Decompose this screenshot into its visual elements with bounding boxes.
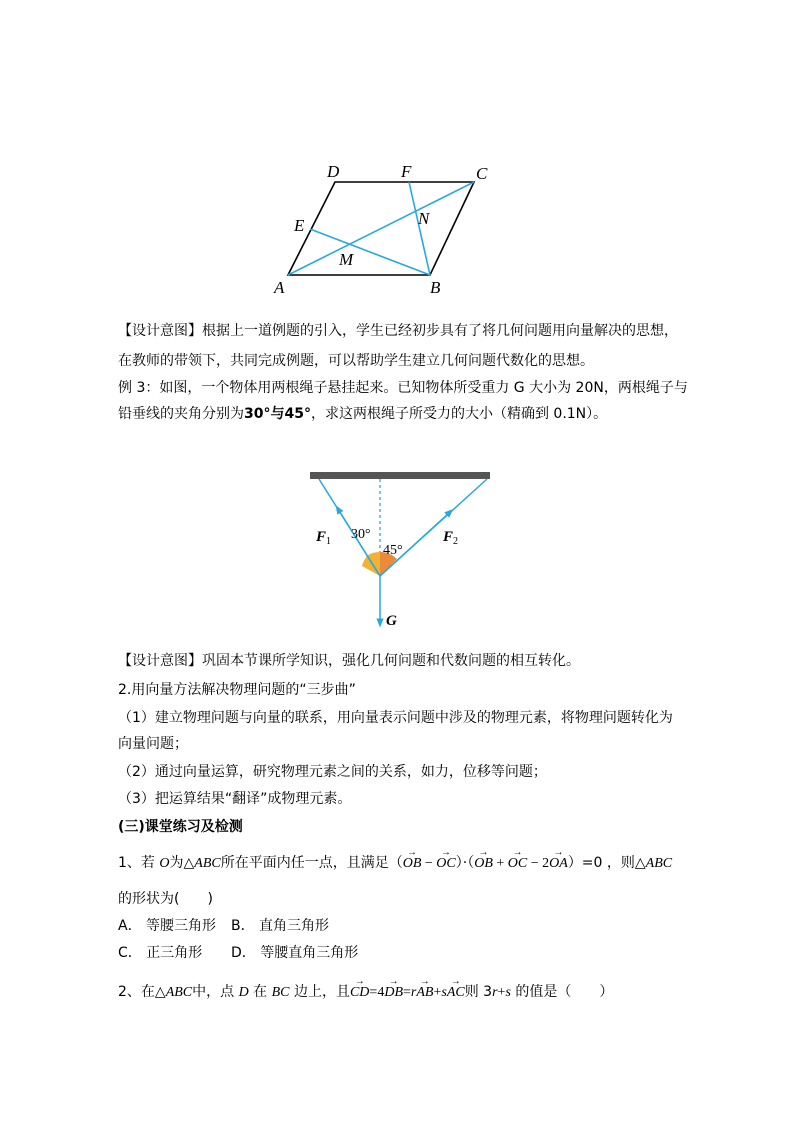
q2-text-3: 边上，且 bbox=[289, 984, 350, 1000]
q1-prefix: 1、若 bbox=[118, 855, 160, 871]
vector-ob-2: → OB bbox=[474, 855, 493, 873]
label-B: B bbox=[430, 278, 441, 297]
label-E: E bbox=[294, 216, 305, 235]
q1-triangle-2: ABC bbox=[645, 856, 673, 871]
design-intent-2: 【设计意图】巩固本节课所学知识，强化几何问题和代数问题的相互转化。 bbox=[118, 653, 580, 669]
q2-eq: = bbox=[403, 985, 411, 1000]
q1-point-o: O bbox=[159, 856, 170, 871]
f1-label: $F_1$ bbox=[316, 529, 332, 547]
segment-BE bbox=[310, 229, 430, 275]
example3-line2 bbox=[118, 405, 607, 423]
ceiling-bar bbox=[310, 472, 490, 479]
g-label: G bbox=[386, 613, 397, 629]
question-1-line1 bbox=[118, 854, 672, 873]
q2-triangle: ABC bbox=[165, 985, 193, 1000]
question-2 bbox=[118, 983, 613, 1002]
vector-ac: → AC bbox=[447, 984, 465, 1002]
example3-line2-c: ，求这两根绳子所受力的大小（精确到 0.1N）。 bbox=[310, 406, 608, 422]
q2-point-d: D bbox=[238, 985, 249, 1000]
label-F: F bbox=[401, 162, 412, 181]
q2-side-bc: BC bbox=[271, 985, 290, 1000]
q2-tail: 的值是（ ） bbox=[510, 984, 614, 1000]
label-M: M bbox=[339, 250, 354, 269]
label-A: A bbox=[274, 278, 285, 297]
q2-text-1: 中，点 bbox=[192, 984, 239, 1000]
q1-text-1: 为△ bbox=[169, 855, 195, 871]
vector-ob: → OB bbox=[403, 855, 422, 873]
option-b: B． 直角三角形 bbox=[231, 918, 330, 934]
option-d: D． 等腰直角三角形 bbox=[231, 945, 359, 961]
q1-minus: − bbox=[421, 856, 437, 871]
label-D: D bbox=[327, 162, 340, 181]
q2-s: s bbox=[441, 985, 447, 1000]
q2-plus2: + bbox=[497, 985, 506, 1000]
q1-two: − 2 bbox=[527, 856, 550, 871]
f1-arrow bbox=[338, 509, 380, 576]
step1-line1: （1）建立物理问题与向量的联系，用向量表示问题中涉及的物理元素，将物理问题转化为 bbox=[118, 710, 673, 726]
label-N: N bbox=[418, 209, 430, 228]
q2-prefix: 2、在△ bbox=[118, 984, 166, 1000]
example3-line1: 例 3：如图，一个物体用两根绳子悬挂起来。已知物体所受重力 G 大小为 20N，两根绳子与 bbox=[118, 380, 688, 396]
f2-label: $F_2$ bbox=[443, 529, 459, 547]
q2-r: r bbox=[410, 985, 417, 1000]
step2: （2）通过向量运算，研究物理元素之间的关系，如力，位移等问题； bbox=[118, 764, 547, 780]
q1-dot: ）·（ bbox=[455, 855, 475, 871]
example3-angles: 30°与45° bbox=[244, 406, 311, 422]
q1-plus: + bbox=[492, 856, 508, 871]
step3: （3）把运算结果“翻译”成物理元素。 bbox=[118, 791, 352, 807]
q2-then: 则 3 bbox=[464, 984, 493, 1000]
vector-oa: → OA bbox=[549, 855, 568, 873]
segment-BF bbox=[409, 182, 430, 275]
vector-ab: → AB bbox=[416, 984, 433, 1002]
vector-cd: → CD bbox=[350, 984, 369, 1002]
example3-line2-a: 铅垂线的夹角分别为 bbox=[118, 406, 244, 422]
q2-eq4: =4 bbox=[369, 985, 385, 1000]
q2-r2: r bbox=[492, 985, 498, 1000]
step1-line2: 向量问题； bbox=[118, 736, 188, 752]
angle-30-label: 30° bbox=[351, 527, 371, 542]
design-intent-1-line1: 【设计意图】根据上一道例题的引入，学生已经初步具有了将几何问题用向量解决的思想， bbox=[118, 323, 678, 339]
ropes-figure bbox=[300, 466, 500, 636]
vector-db: → DB bbox=[384, 984, 403, 1002]
parallelogram-figure bbox=[260, 155, 510, 305]
option-c: C． 正三角形 bbox=[118, 945, 203, 961]
label-C: C bbox=[476, 164, 488, 183]
q1-eq: ）=0 ，则△ bbox=[567, 855, 646, 871]
section-title: (三)课堂练习及检测 bbox=[118, 819, 243, 835]
design-intent-1-line2: 在教师的带领下，共同完成例题，可以帮助学生建立几何问题代数化的思想。 bbox=[118, 353, 594, 369]
q2-text-2: 在 bbox=[248, 984, 272, 1000]
q2-plus: + bbox=[433, 985, 442, 1000]
q2-s2: s bbox=[505, 985, 511, 1000]
q1-text-2: 所在平面内任一点，且满足（ bbox=[220, 855, 403, 871]
option-a: A． 等腰三角形 bbox=[118, 918, 217, 934]
segment-AC bbox=[288, 182, 474, 275]
question-1-line2: 的形状为( ) bbox=[118, 891, 213, 907]
q1-triangle: ABC bbox=[194, 856, 221, 871]
vector-oc: → OC bbox=[436, 855, 455, 873]
vector-oc-2: → OC bbox=[508, 855, 527, 873]
angle-45-label: 45° bbox=[383, 543, 403, 558]
three-steps-heading: 2.用向量方法解决物理问题的“三步曲” bbox=[118, 682, 356, 698]
